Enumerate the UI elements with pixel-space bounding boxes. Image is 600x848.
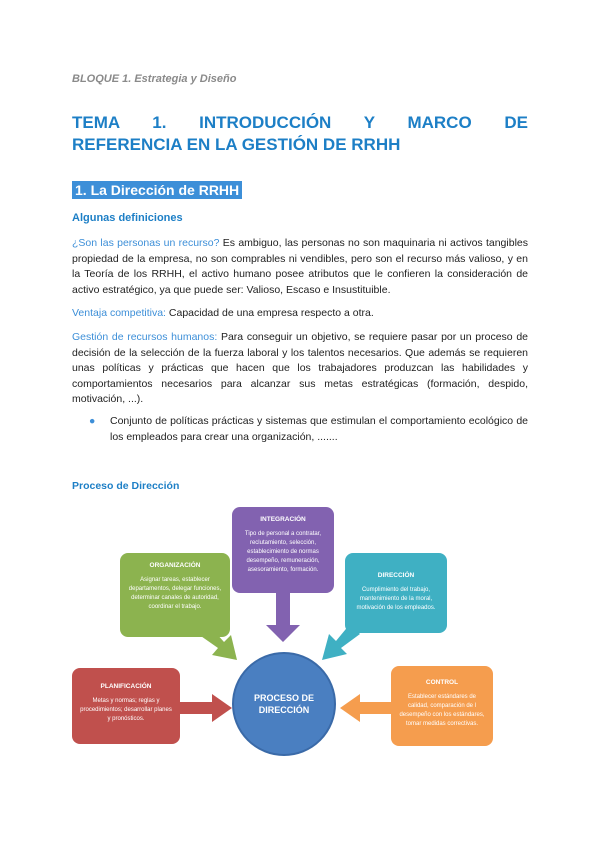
arrow-control — [340, 694, 392, 722]
box-title: PLANIFICACIÓN — [100, 683, 152, 690]
title-line-1: TEMA 1. INTRODUCCIÓN Y MARCO DE — [72, 113, 528, 132]
box-organizacion — [120, 553, 230, 637]
paragraph-text: Es ambiguo, las personas no son maquinaria ni activos tangibles propiedad de la empresa, no son comprables ni vendibles, pero son el recurso más valioso, y en la Teoría de los RRHH, el activo humano posee atributos que le confieren la consideración de activo estratégico, ya que puede ser: Valioso, Escaso e Insustituible. — [72, 237, 528, 296]
section-heading-text: 1. La Dirección de RRHH — [72, 181, 242, 199]
arrow-planificacion — [180, 694, 232, 722]
bullet-icon: ● — [89, 415, 96, 427]
diagram-title: Proceso de Dirección — [72, 480, 180, 492]
box-text: Asignar tareas, establecer departamentos, delegar funciones, determinar canales de autoridad, coordinar el trabajo. — [128, 577, 222, 610]
paragraph-lead: Gestión de recursos humanos: — [72, 331, 218, 343]
bullet-text: Conjunto de políticas prácticas y sistemas que estimulan el comportamiento ecológico de los empleados para crear una organización, ....... — [110, 415, 528, 443]
title-line-2: REFERENCIA EN LA GESTIÓN DE RRHH — [72, 135, 401, 154]
subheading: Algunas definiciones — [72, 212, 183, 224]
box-title: DIRECCIÓN — [377, 572, 415, 579]
box-title: CONTROL — [425, 679, 459, 686]
center-process: PROCESO DE DIRECCIÓN — [232, 652, 336, 756]
box-direccion — [345, 553, 447, 633]
box-text: Establecer estándares de calidad, comparación de l desempeño con los estándares, tomar medidas correctivas. — [399, 694, 485, 727]
box-integracion — [232, 507, 334, 593]
box-title: ORGANIZACIÓN — [149, 562, 201, 569]
box-planificacion — [72, 668, 180, 744]
box-title: INTEGRACIÓN — [260, 516, 306, 523]
paragraph-lead: ¿Son las personas un recurso? — [72, 237, 220, 249]
block-header: BLOQUE 1. Estrategia y Diseño — [72, 73, 237, 85]
paragraph-lead: Ventaja competitiva: — [72, 307, 166, 319]
box-text: Cumplimiento del trabajo, mantenimiento de la moral, motivación de los empleados. — [356, 587, 436, 611]
box-text: Metas y normas; reglas y procedimientos; desarrollar planes y pronósticos. — [80, 698, 172, 722]
box-text: Tipo de personal a contratar, reclutamiento, selección, establecimiento de normas desempeño, remuneración, asesoramiento, formación. — [244, 531, 322, 573]
paragraph-text: Para conseguir un objetivo, se requiere pasar por un proceso de decisión de la selección de la fuerza laboral y los talentos necesarios. Que además se requieren unas políticas y prácticas que hacen que los trabajadores produzcan las habilidades y comportamientos necesarios para alcanzar sus metas estratégicas (formación, despido, motivación, ...). — [72, 331, 528, 405]
box-control — [391, 666, 493, 746]
paragraph-text: Capacidad de una empresa respecto a otra. — [165, 307, 374, 319]
